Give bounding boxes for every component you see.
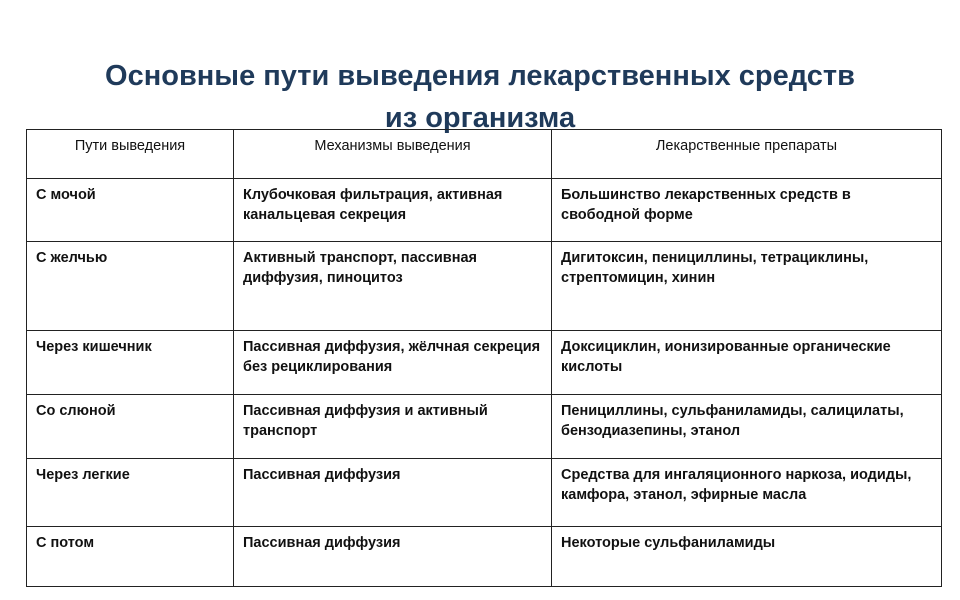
table-header-row — [27, 130, 942, 179]
drugs-cell: Пенициллины, сульфаниламиды, салицилаты, бензодиазепины, этанол — [552, 395, 942, 459]
route-cell: Через легкие — [27, 459, 234, 527]
mechanism-cell: Пассивная диффузия — [234, 527, 552, 587]
route-cell: Через кишечник — [27, 331, 234, 395]
drugs-cell: Дигитоксин, пенициллины, тетрациклины, стрептомицин, хинин — [552, 242, 942, 331]
mechanism-cell: Пассивная диффузия и активный транспорт — [234, 395, 552, 459]
slide-title-line-1: Основные пути выведения лекарственных средств — [105, 60, 855, 93]
table-row — [27, 331, 942, 395]
excretion-routes-table — [26, 129, 942, 587]
route-cell: С потом — [27, 527, 234, 587]
header-drugs: Лекарственные препараты — [552, 130, 942, 179]
header-routes: Пути выведения — [27, 130, 234, 179]
slide-title — [0, 55, 960, 139]
table-row — [27, 395, 942, 459]
route-cell: С мочой — [27, 179, 234, 242]
drugs-cell: Доксициклин, ионизированные органические кислоты — [552, 331, 942, 395]
route-cell: Со слюной — [27, 395, 234, 459]
mechanism-cell: Клубочковая фильтрация, активная канальцевая секреция — [234, 179, 552, 242]
slide-title-line-2: из организма — [384, 102, 576, 135]
drugs-cell: Большинство лекарственных средств в свободной форме — [552, 179, 942, 242]
mechanism-cell: Активный транспорт, пассивная диффузия, пиноцитоз — [234, 242, 552, 331]
mechanism-cell: Пассивная диффузия — [234, 459, 552, 527]
table-row — [27, 459, 942, 527]
route-cell: С желчью — [27, 242, 234, 331]
table-row — [27, 527, 942, 587]
drugs-cell: Некоторые сульфаниламиды — [552, 527, 942, 587]
header-mechanisms: Механизмы выведения — [234, 130, 552, 179]
mechanism-cell: Пассивная диффузия, жёлчная секреция без рециклирования — [234, 331, 552, 395]
table-row — [27, 179, 942, 242]
table-row — [27, 242, 942, 331]
drugs-cell: Средства для ингаляционного наркоза, иодиды, камфора, этанол, эфирные масла — [552, 459, 942, 527]
